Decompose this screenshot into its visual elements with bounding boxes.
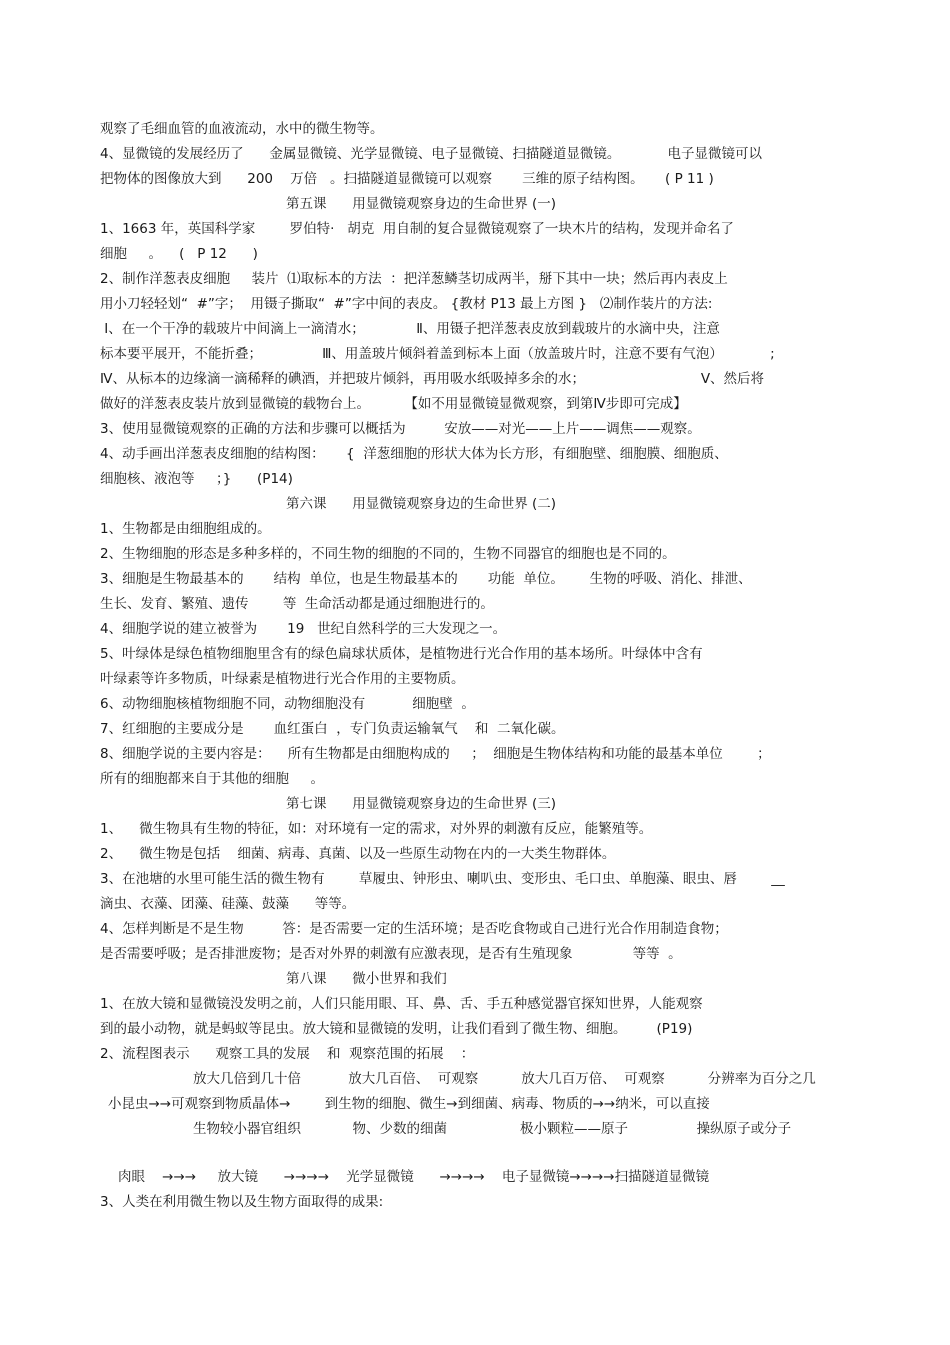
text-line: 2、流程图表示 观察工具的发展 和 观察范围的拓展 ： bbox=[100, 1046, 475, 1062]
text-line: 细胞 。 ( P 12 ) bbox=[100, 246, 258, 262]
text-line: 3、人类在利用微生物以及生物方面取得的成果: bbox=[100, 1194, 384, 1210]
text-line: 2、生物细胞的形态是多种多样的，不同生物的细胞的不同的，生物不同器官的细胞也是不同的。 bbox=[100, 546, 676, 562]
text-line: 3、在池塘的水里可能生活的微生物有 草履虫、钟形虫、喇叭虫、变形虫、毛口虫、单胞藻、眼虫、唇 __ bbox=[100, 871, 785, 887]
text-line: 4、细胞学说的建立被誉为 19 世纪自然科学的三大发现之一。 bbox=[100, 621, 507, 637]
text-line: 4、显微镜的发展经历了 金属显微镜、光学显微镜、电子显微镜、扫描隧道显微镜。 电子显微镜可以 bbox=[100, 146, 763, 162]
text-line: 所有的细胞都来自于其他的细胞 。 bbox=[100, 771, 324, 787]
lesson-heading: 第七课 用显微镜观察身边的生命世界 (三) bbox=[286, 796, 557, 812]
lesson-heading: 第八课 微小世界和我们 bbox=[286, 971, 447, 987]
text-line: 观察了毛细血管的血液流动，水中的微生物等。 bbox=[100, 121, 384, 137]
text-line: 到的最小动物，就是蚂蚁等昆虫。放大镜和显微镜的发明，让我们看到了微生物、细胞。 (P19) bbox=[100, 1021, 693, 1037]
text-line: 2、制作洋葱表皮细胞 装片 ⑴取标本的方法 ：把洋葱鳞茎切成两半，掰下其中一块；然后再内表皮上 bbox=[100, 271, 728, 287]
text-line: 4、怎样判断是不是生物 答：是否需要一定的生活环境；是否吃食物或自己进行光合作用制造食物； bbox=[100, 921, 728, 937]
text-line: 1、1663 年，英国科学家 罗伯特· 胡克 用自制的复合显微镜观察了一块木片的结构，发现并命名了 bbox=[100, 221, 734, 237]
flow-label-line: 小昆虫→→可观察到物质晶体→ 到生物的细胞、微生→到细菌、病毒、物质的→→纳米，可以直接 bbox=[108, 1096, 710, 1112]
lesson-heading: 第五课 用显微镜观察身边的生命世界 (一) bbox=[286, 196, 557, 212]
text-line: 生长、发育、繁殖、遗传 等 生命活动都是通过细胞进行的。 bbox=[100, 596, 494, 612]
text-line: 1、在放大镜和显微镜没发明之前，人们只能用眼、耳、鼻、舌、手五种感觉器官探知世界，人能观察 bbox=[100, 996, 703, 1012]
flow-chain-line: 肉眼 →→→ 放大镜 →→→→ 光学显微镜 →→→→ 电子显微镜→→→→扫描隧道显微镜 bbox=[118, 1169, 710, 1185]
text-line: 用小刀轻轻划“ #”字； 用镊子撕取“ #”字中间的表皮。 {教材 P13 最上方图 } ⑵制作装片的方法: bbox=[100, 296, 713, 312]
text-line: 4、动手画出洋葱表皮细胞的结构图： { 洋葱细胞的形状大体为长方形，有细胞壁、细胞膜、细胞质、 bbox=[100, 446, 728, 462]
lesson-heading: 第六课 用显微镜观察身边的生命世界 (二) bbox=[286, 496, 557, 512]
text-line: 叶绿素等许多物质，叶绿素是植物进行光合作用的主要物质。 bbox=[100, 671, 465, 687]
text-line: 3、细胞是生物最基本的 结构 单位，也是生物最基本的 功能 单位。 生物的呼吸、消化、排泄、 bbox=[100, 571, 752, 587]
text-line: 是否需要呼吸；是否排泄废物；是否对外界的刺激有应激表现，是否有生殖现象 等等 。 bbox=[100, 946, 682, 962]
text-line: Ⅳ、从标本的边缘滴一滴稀释的碘酒，并把玻片倾斜，再用吸水纸吸掉多余的水； Ⅴ、然后将 bbox=[100, 371, 765, 387]
text-line: 2、 微生物是包括 细菌、病毒、真菌、以及一些原生动物在内的一大类生物群体。 bbox=[100, 846, 616, 862]
text-line: 8、细胞学说的主要内容是： 所有生物都是由细胞构成的 ； 细胞是生物体结构和功能的最基本单位 ； bbox=[100, 746, 771, 762]
text-line: 做好的洋葱表皮装片放到显微镜的载物台上。 【如不用显微镜显微观察，到第Ⅳ步即可完成】 bbox=[100, 396, 687, 412]
text-line: 5、叶绿体是绿色植物细胞里含有的绿色扁球状质体，是植物进行光合作用的基本场所。叶绿体中含有 bbox=[100, 646, 703, 662]
text-line: Ⅰ、在一个干净的载玻片中间滴上一滴清水； Ⅱ、用镊子把洋葱表皮放到载玻片的水滴中央，注意 bbox=[100, 321, 720, 337]
text-line: 标本要平展开，不能折叠； Ⅲ、用盖玻片倾斜着盖到标本上面（放盖玻片时，注意不要有气泡） ; bbox=[100, 346, 775, 362]
text-line: 3、使用显微镜观察的正确的方法和步骤可以概括为 安放——对光——上片——调焦——观察。 bbox=[100, 421, 701, 437]
text-line: 滴虫、衣藻、团藻、硅藻、鼓藻 等等。 bbox=[100, 896, 356, 912]
text-line: 1、生物都是由细胞组成的。 bbox=[100, 521, 271, 537]
flow-label-line: 生物较小器官组织 物、少数的细菌 极小颗粒——原子 操纵原子或分子 bbox=[193, 1121, 792, 1137]
text-line: 6、动物细胞核植物细胞不同，动物细胞没有 细胞壁 。 bbox=[100, 696, 475, 712]
text-line: 把物体的图像放大到 200 万倍 。扫描隧道显微镜可以观察 三维的原子结构图。 ( P 11 ) bbox=[100, 171, 714, 187]
text-line: 1、 微生物具有生物的特征，如：对环境有一定的需求，对外界的刺激有反应，能繁殖等。 bbox=[100, 821, 653, 837]
flow-label-line: 放大几倍到几十倍 放大几百倍、 可观察 放大几百万倍、 可观察 分辨率为百分之几 bbox=[193, 1071, 816, 1087]
text-line: 7、红细胞的主要成分是 血红蛋白 ，专门负责运输氧气 和 二氧化碳。 bbox=[100, 721, 565, 737]
text-line: 细胞核、液泡等 ；} (P14) bbox=[100, 471, 293, 487]
